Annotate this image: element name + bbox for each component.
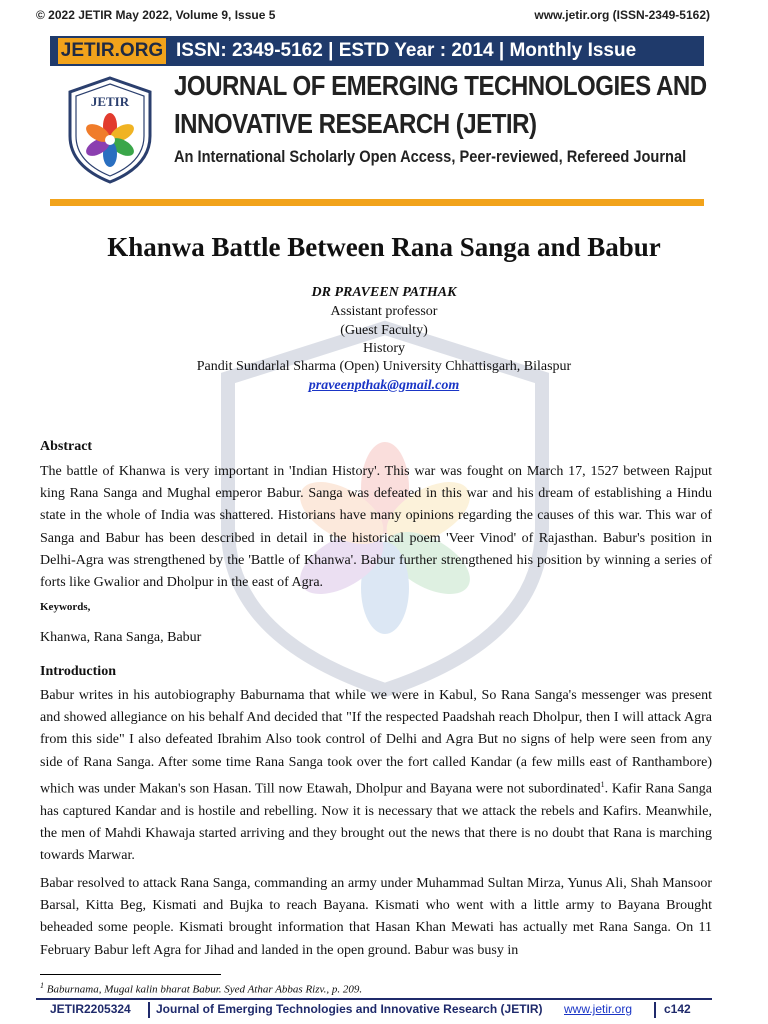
paper-title: Khanwa Battle Between Rana Sanga and Babur: [107, 232, 661, 262]
footer-journal-name: Journal of Emerging Technologies and Innovative Research (JETIR): [156, 1002, 543, 1016]
jetir-org-tag: JETIR.ORG: [58, 38, 166, 64]
author-university: Pandit Sundarlal Sharma (Open) University Chhattisgarh, Bilaspur: [196, 359, 572, 374]
abstract-heading: Abstract: [40, 439, 93, 454]
intro-p1: [40, 685, 712, 867]
introduction-paragraph-1: [40, 685, 712, 867]
footer-divider: [148, 1002, 150, 1018]
journal-tagline: An International Scholarly Open Access, Peer-reviewed, Refereed Journal: [174, 147, 687, 166]
footnote-divider: [40, 974, 221, 975]
journal-name-line2: INNOVATIVE RESEARCH (JETIR): [174, 108, 537, 139]
footer-divider-2: [654, 1002, 656, 1018]
jetir-logo-icon: [64, 74, 156, 186]
footer-website-link[interactable]: www.jetir.org: [564, 1002, 633, 1016]
journal-name-line1: JOURNAL OF EMERGING TECHNOLOGIES AND: [174, 70, 707, 101]
intro-p1-part-b: . Kafir Rana Sanga has captured Kandar and is hostile and rebelling. Now it is necessary that we attack the rebels and Kafirs. Meanwhile, the men of Mahdi Khawaja started arriving and they brought out the news that there is no doubt that Rana is marching towards Marwar.: [40, 781, 712, 864]
page-footer: [36, 998, 712, 1022]
header-copyright: © 2022 JETIR May 2022, Volume 9, Issue 5: [36, 8, 276, 22]
author-faculty: (Guest Faculty): [340, 323, 428, 338]
intro-p2: Babar resolved to attack Rana Sanga, commanding an army under Muhammad Sultan Mirza, Yunus Ali, Shah Mansoor Barsal, Kitta Beg, Kismati and Bujka to reach Bayana. Kismati who went with a little army to Bayana Brought beheaded some people. Kismati brought information that Hasan Khan Mewati has actually met Rana Sanga. On 11 February Babur left Agra for Jihad and landed in the open ground. Babur was busy in: [40, 876, 712, 958]
journal-banner: [50, 36, 707, 206]
paper-code: JETIR2205324: [50, 1002, 131, 1016]
banner-bottom-stripe: [50, 199, 704, 206]
keywords-heading: Keywords,: [40, 601, 91, 613]
author-name: DR PRAVEEN PATHAK: [311, 285, 457, 300]
keywords-text: Khanwa, Rana Sanga, Babur: [40, 630, 202, 645]
introduction-heading: Introduction: [40, 664, 116, 679]
logo-text: JETIR: [90, 94, 130, 109]
header-website: www.jetir.org (ISSN-2349-5162): [534, 8, 710, 22]
footnote-number: 1: [40, 981, 44, 990]
abstract-paragraph: The battle of Khanwa is very important in 'Indian History'. This war was fought on March 17, 1527 between Rajput king Rana Sanga and Mughal emperor Babur. Sanga was defeated in this war and his dream of establishing a Hindu state in the whole of India was shattered. Historians have many opinions regarding the causes of this war. This war of Sanga and Babur has been described in detail in the historical poem 'Veer Vinod' of Rajasthan. Babur's position in Delhi-Agra was strengthened by the 'Battle of Khanwa'. Babur further strengthened his position by winning a series of forts like Gwalior and Dholpur in the east of Agra.: [40, 464, 712, 591]
introduction-paragraph-2: [40, 873, 712, 962]
author-email-link[interactable]: praveenpthak@gmail.com: [308, 378, 460, 393]
abstract-text: [40, 461, 712, 594]
footnote: [40, 981, 362, 996]
author-department: History: [363, 341, 405, 356]
issn-line: ISSN: 2349-5162 | ESTD Year : 2014 | Monthly Issue: [176, 40, 637, 61]
author-position: Assistant professor: [330, 304, 438, 319]
intro-p1-part-a: Babur writes in his autobiography Baburnama that while we were in Kabul, So Rana Sanga's messenger was present and showed allegiance on his behalf And decided that "If the respected Paadshah reach Dholpur, then I will attack Agra from this side" I also defeated Ibrahim Also took control of Delhi and Agra But no signs of help were seen from any side of Rana Sanga. After some time Rana Sanga took over the fort called Kandar (a few mills east of Ranthambore) which was under Makan's son Hasan. Till now Etawah, Dholpur and Bayana were not subordinated: [40, 688, 712, 797]
running-header: [36, 8, 710, 26]
footnote-text: Baburnama, Mugal kalin bharat Babur. Syed Athar Abbas Rizv., p. 209.: [44, 983, 363, 996]
footnote-ref[interactable]: 1: [600, 779, 605, 789]
page-number: c142: [664, 1002, 691, 1016]
